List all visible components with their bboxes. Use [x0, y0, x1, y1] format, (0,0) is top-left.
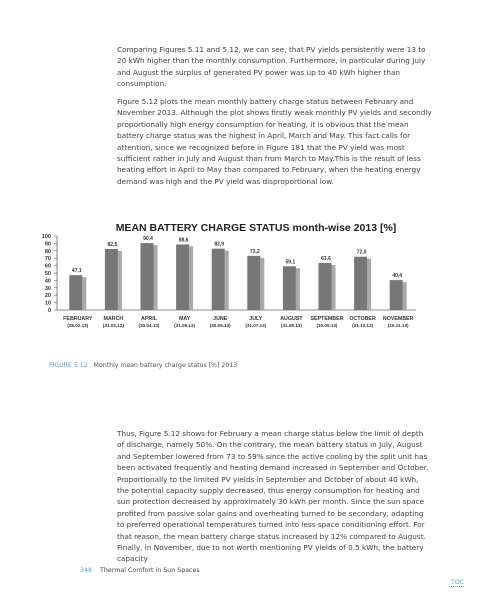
analysis-paragraph: Figure 5.12 plots the mean monthly battery charge status between February and November 2013. Although the plot shows firstly weak monthly PV yields and secondly proportionally high energy consumption for heating, it is obvious that the mean battery charge status was the highest in April, March and May. This fact calls for attention, since we recognized before in Figure 181 that the PV yield was most sufficient rather in July and August than from March to May.This is the result of less heating effort in April to May than compared to February, when the heating energy demand was high and the PV yield was disproportional low. — [117, 97, 432, 186]
data-label: 40,4 — [392, 273, 403, 280]
discussion-paragraph: Thus, Figure 5.12 shows for February a mean charge status below the limit of depth of discharge, namely 50%. On the contrary, the mean battery status in July, August and September lowered from 73 to 59% since the active cooling by the split unit has been activated frequently and heating demand increased in September and October. Proportionally to the limited PV yields in September and October of about 40 kWh, the potential capacity supply decreased, thus energy consumption for heating and sun protection decreased by approximately 30 kWh per month. Since the sun space profited from passive solar gains and overheating turned to be secondary, adapting to preferred operational temperatures turned into less space conditioning effort. For that reason, the mean battery charge status increased by 12% compared to August. Finally, in November, due to not worth mentioning PV yields of 0.5 kWh, the battery capacity — [117, 429, 429, 564]
battery-charge-chart — [0, 214, 486, 359]
y-tick-label: 0 — [47, 308, 51, 314]
data-label: 82,5 — [107, 241, 118, 248]
bar-shadow — [82, 277, 86, 310]
caption-text: Monthly mean battery charge status [%] 2013 — [93, 362, 238, 369]
y-tick-label: 80 — [44, 248, 51, 255]
x-category-label: JUNE — [213, 316, 228, 322]
bar — [176, 244, 189, 310]
book-title: Thermal Comfort in Sun Spaces — [100, 567, 200, 574]
data-label: 63,6 — [321, 255, 331, 262]
x-category-label: AUGUST — [280, 316, 303, 322]
data-label: 59,1 — [285, 259, 296, 266]
y-tick-label: 70 — [44, 256, 51, 263]
bar — [283, 266, 296, 310]
x-date-label: (30.06.13) — [209, 323, 231, 328]
x-date-label: (31.05.13) — [174, 323, 196, 328]
bar-shadow — [189, 246, 193, 310]
x-category-label: JULY — [249, 316, 263, 322]
page-footer — [80, 567, 200, 574]
x-category-label: APRIL — [141, 316, 157, 322]
data-label: 72,0 — [356, 249, 367, 256]
chart-title: MEAN BATTERY CHARGE STATUS month-wise 2013 [%] — [115, 222, 397, 234]
y-tick-label: 20 — [44, 293, 51, 300]
x-category-label: NOVEMBER — [382, 316, 414, 322]
figure-caption — [49, 362, 237, 369]
bar-shadow — [225, 251, 229, 310]
bar-shadow — [154, 245, 158, 310]
data-label: 47,1 — [71, 268, 82, 275]
bar — [141, 243, 154, 310]
data-label: 88,6 — [178, 237, 189, 244]
y-tick-label: 100 — [41, 234, 51, 240]
data-label: 82,9 — [214, 241, 225, 248]
x-category-label: MARCH — [103, 316, 124, 322]
x-category-label: SEPTEMBER — [310, 316, 344, 322]
x-date-label: (31.08.13) — [280, 323, 302, 328]
bar-shadow — [403, 282, 407, 310]
bar — [247, 256, 260, 310]
bar-shadow — [260, 258, 264, 310]
y-tick-label: 40 — [44, 278, 51, 285]
bar-shadow — [296, 268, 300, 310]
bar-shadow — [118, 251, 122, 310]
bar — [390, 280, 403, 310]
x-date-label: (30.04.13) — [138, 323, 160, 328]
page-number: 348 — [80, 567, 93, 574]
y-tick-label: 10 — [44, 300, 51, 307]
y-tick-label: 90 — [44, 241, 51, 248]
bar — [212, 249, 225, 310]
bar — [105, 249, 118, 310]
x-category-label: FEBRUARY — [63, 316, 93, 322]
x-date-label: (15.11.13) — [387, 323, 409, 328]
data-label: 73,2 — [249, 248, 260, 255]
bar — [69, 275, 82, 310]
bar — [354, 257, 367, 310]
x-date-label: (31.03.12) — [102, 323, 124, 328]
x-date-label: (31.07.13) — [245, 323, 267, 328]
data-label: 90,4 — [143, 236, 153, 243]
x-date-label: (31.10.13) — [352, 323, 374, 328]
x-date-label: (28.02.13) — [67, 323, 89, 328]
toc-link[interactable]: TOC — [451, 579, 465, 586]
bar-shadow — [332, 265, 336, 310]
bar-shadow — [367, 259, 371, 310]
figure-label: FIGURE 5.12 — [49, 362, 88, 369]
y-tick-label: 50 — [44, 271, 51, 277]
x-category-label: MAY — [178, 316, 191, 322]
bar — [319, 263, 332, 310]
intro-paragraph: Comparing Figures 5.11 and 5.12, we can see, that PV yields persistently were 13 to 20 kWh higher than the monthly consumption. Furthermore, in particular during July and August the surplus of generated PV power was up to 40 kWh higher than consumption. — [117, 45, 426, 89]
y-tick-label: 30 — [44, 285, 51, 292]
x-date-label: (30.09.13) — [316, 323, 338, 328]
x-category-label: OCTOBER — [349, 316, 376, 322]
y-tick-label: 60 — [44, 263, 51, 270]
